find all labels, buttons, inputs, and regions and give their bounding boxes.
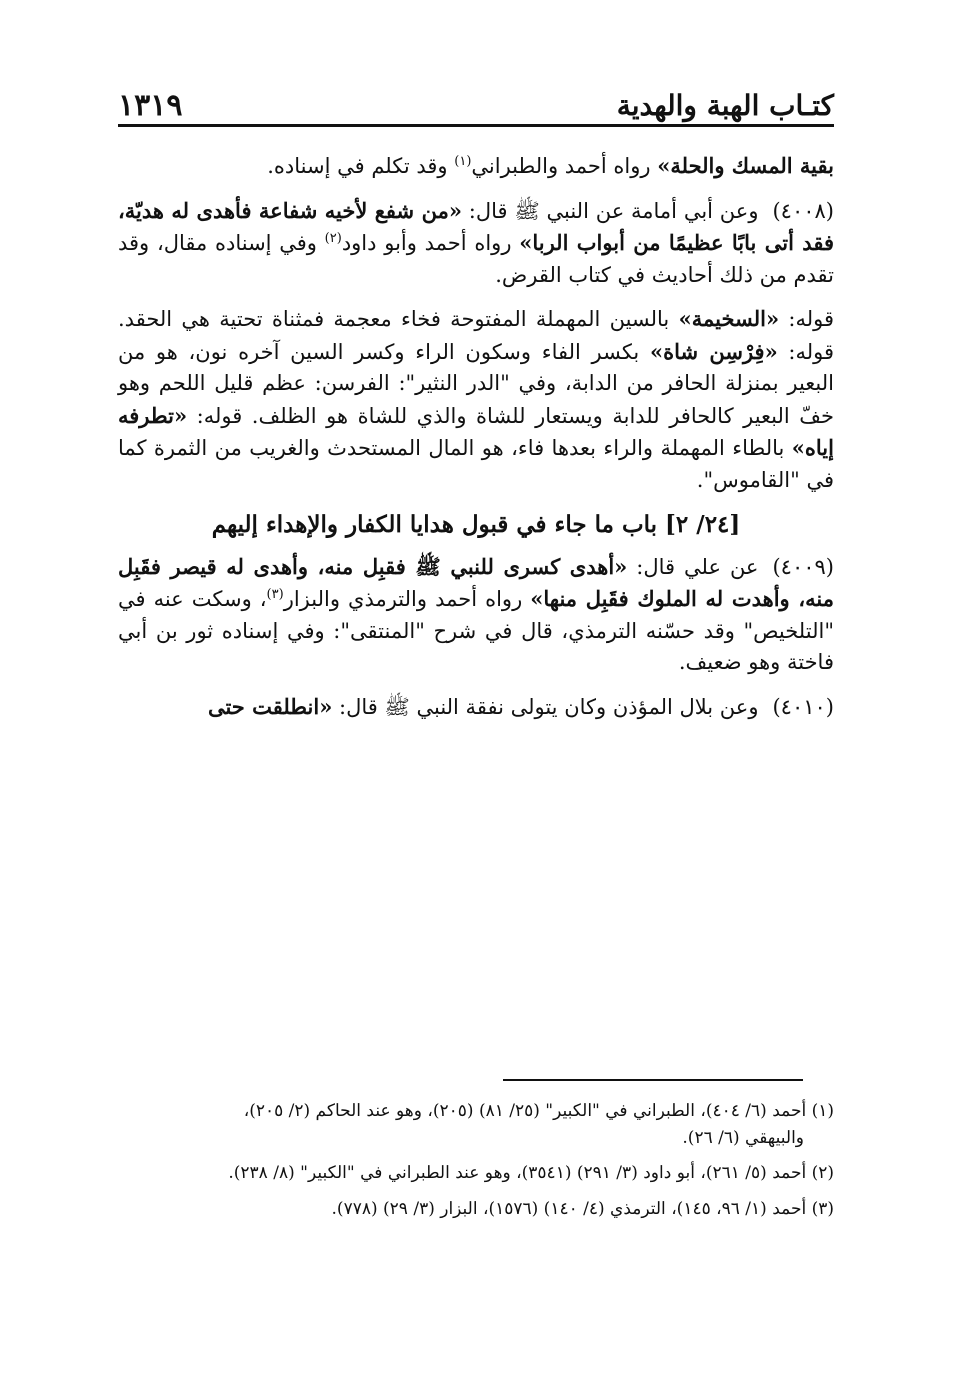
text-run: قوله: [779,307,834,331]
text-run: ، وسكت عنه في "التلخيص" وقد حسّنه الترمذي، قال في شرح "المنتقى": وفي إسناده ثور بن أبي فاختة وهو ضعيف. [118,587,834,674]
footnote-ref: (١) [454,154,472,169]
commentary-paragraph [118,303,834,496]
footnote-text-continued: والبيهقي (٦/ ٢٦). [682,1128,804,1149]
bold-quote: «أهدى كسرى للنبي ﷺ فقبِل منه، وأهدى له قيصر فقَبِل منه، وأهدت له الملوك فقَبِل منها» [118,553,834,611]
hadith-4010 [118,691,834,724]
page-number: ١٣١٩ [118,88,183,123]
footnotes [118,1098,834,1231]
text-run: وعن أبي أمامة عن النبي ﷺ قال: [461,198,759,223]
page-header [118,86,834,127]
bold-term: «تطرفه إياه» [118,402,834,460]
hadith-number: (٤٠١٠) [772,694,834,719]
text-run: وفي إسناده مقال، وقد تقدم من ذلك أحاديث في كتاب القرض. [118,231,834,287]
footnote-2: (٢) أحمد (٥/ ٢٦١)، أبو داود (٣/ ٢٩١) (٣٥٤١)، وهو عند الطبراني في "الكبير" (٨/ ٢٣٨). [228,1163,834,1184]
footnote-ref: (٣) [266,587,284,602]
text-run: بكسر الفاء وسكون الراء وكسر السين آخره نون، هو من البعير بمنزلة الحافر من الدابة، وفي "الدر النثير": الفرسن: عظم قليل اللحم وهو خفّ البعير كالحافر للدابة ويستعار للشاة والذي للشاة هو الظلف. قوله: [118,339,834,428]
bold-term: «السخيمة» [678,306,780,331]
footnote-3: (٣) أحمد (١/ ٩٦، ١٤٥)، الترمذي (٤/ ١٤٠) (١٥٧٦)، البزار (٣/ ٢٩) (٧٧٨). [331,1198,834,1219]
bold-quote: «انطلقت حتى [207,693,333,719]
text-run: رواه أحمد وأبو داود [341,231,520,255]
main-text [118,150,834,735]
bold-term: «فِرْسِن شاة» [649,338,778,364]
chapter-title: كتـاب الهبة والهدية [616,89,834,122]
text-run: وقد تكلم في إسناده. [267,154,455,178]
text-run: رواه أحمد والطبراني [471,154,658,178]
hadith-4008 [118,195,834,292]
text-run: بالطاء المهملة والراء بعدها فاء، هو المال المستحدث والغريب من الثمرة كما في "القاموس". [118,436,834,492]
text-run: وعن بلال المؤذن وكان يتولى نفقة النبي ﷺ قال: [332,694,759,719]
hadith-number: (٤٠٠٩) [772,554,834,579]
hadith-4009 [118,551,834,679]
footnote-text: (١) أحمد (٦/ ٤٠٤)، الطبراني في "الكبير" (٢٥/ ٨١) (٢٠٥)، وهو عند الحاكم (٢/ ٢٠٥)، [243,1101,834,1121]
footnote-1 [118,1098,834,1152]
footnote-divider [503,1079,803,1081]
section-heading: [٢٤/ ٢] باب ما جاء في قبول هدايا الكفار والإهداء إليهم [211,511,741,538]
text-run: بالسين المهملة المفتوحة فخاء معجمة فمثناة تحتية هي الحقد. قوله: [118,307,835,364]
hadith-number: (٤٠٠٨) [772,198,834,223]
footnote-ref: (٢) [324,231,342,246]
paragraph-continuation [118,150,834,183]
bold-quote: بقية المسك والحلة» [657,153,834,178]
bold-quote: «من شفع لأخيه شفاعة فأهدى له هديّة، فقد أتى بابًا عظيمًا من أبواب الربا» [118,197,834,255]
text-run: عن علي قال: [627,554,759,579]
text-run: رواه أحمد والترمذي والبزار [283,587,531,611]
